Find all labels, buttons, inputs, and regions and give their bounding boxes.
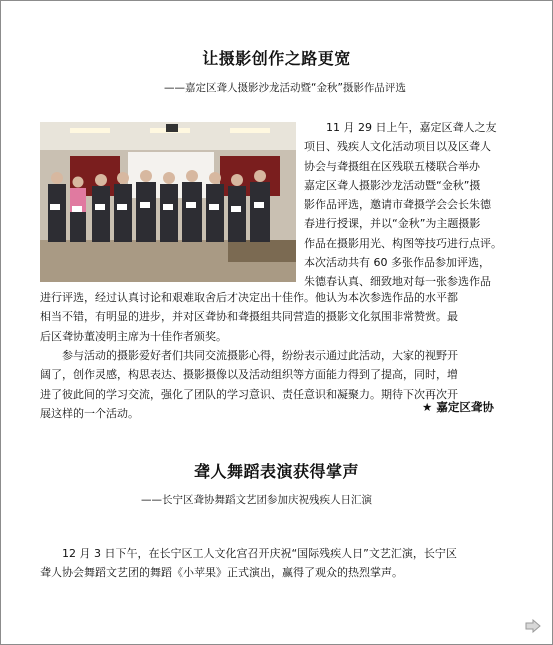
text-line: 协会与聋摄组在区残联五楼联合举办 [304, 159, 480, 173]
text-line: 朱德春认真、细致地对每一张参选作品 [304, 275, 491, 289]
text-line: 相当不错，有明显的进步，并对区聋协和聋摄组共同营造的摄影文化氛围非常赞赏。最 [40, 310, 458, 324]
article2-subtitle: ——长宁区聋协舞蹈文艺团参加庆祝残疾人日汇演 [141, 494, 372, 506]
article2-para [40, 544, 457, 583]
text-line: 进了彼此间的学习交流，强化了团队的学习意识、责任意识和凝聚力。期待下次再次开 [40, 387, 458, 401]
text-line: 影作品评选，邀请市聋摄学会会长朱德 [304, 198, 491, 212]
text-line: 阔了，创作灵感，构思表达、摄影摄像以及活动组织等方面能力得到了提高，同时，增 [40, 368, 458, 382]
text-line: 参与活动的摄影爱好者们共同交流摄影心得，纷纷表示通过此活动，大家的视野开 [62, 349, 458, 362]
article1-para1-full [40, 288, 458, 346]
text-line: 作品在摄影用光、构图等技巧进行点评。 [304, 236, 502, 250]
text-line: 嘉定区聋人摄影沙龙活动暨“金秋”摄 [304, 178, 481, 192]
text-line: 进行评选，经过认真讨论和艰难取舍后才决定出十佳作。他认为本次参选作品的水平都 [40, 291, 458, 304]
text-line: 本次活动共有 60 多张作品参加评选， [304, 256, 490, 270]
article1-title: 让摄影创作之路更宽 [202, 49, 351, 68]
article1-para2 [40, 346, 458, 423]
text-line: 11 月 29 日上午，嘉定区聋人之友 [326, 121, 497, 134]
text-line: 展这样的一个活动。 [40, 406, 139, 420]
article1-signature: ★ 嘉定区聋协 [422, 400, 494, 414]
text-line: 聋人协会舞蹈文艺团的舞蹈《小苹果》正式演出，赢得了观众的热烈掌声。 [40, 566, 403, 580]
text-line: 12 月 3 日下午，在长宁区工人文化宫召开庆祝“国际残疾人日”文艺汇演，长宁区 [62, 547, 457, 560]
text-line: 春进行授课，并以“金秋”为主题摄影 [304, 217, 481, 231]
text-line: 项目、残疾人文化活动项目以及区聋人 [304, 140, 491, 154]
arrow-right-icon[interactable] [525, 619, 541, 633]
article1-subtitle: ——嘉定区聋人摄影沙龙活动暨“金秋”摄影作品评选 [164, 82, 406, 94]
article2-title: 聋人舞蹈表演获得掌声 [193, 462, 359, 481]
event-photo [40, 122, 296, 282]
text-line: 后区聋协董凌明主席为十佳作者颁奖。 [40, 329, 227, 343]
article1-para1-wrap [304, 118, 502, 292]
